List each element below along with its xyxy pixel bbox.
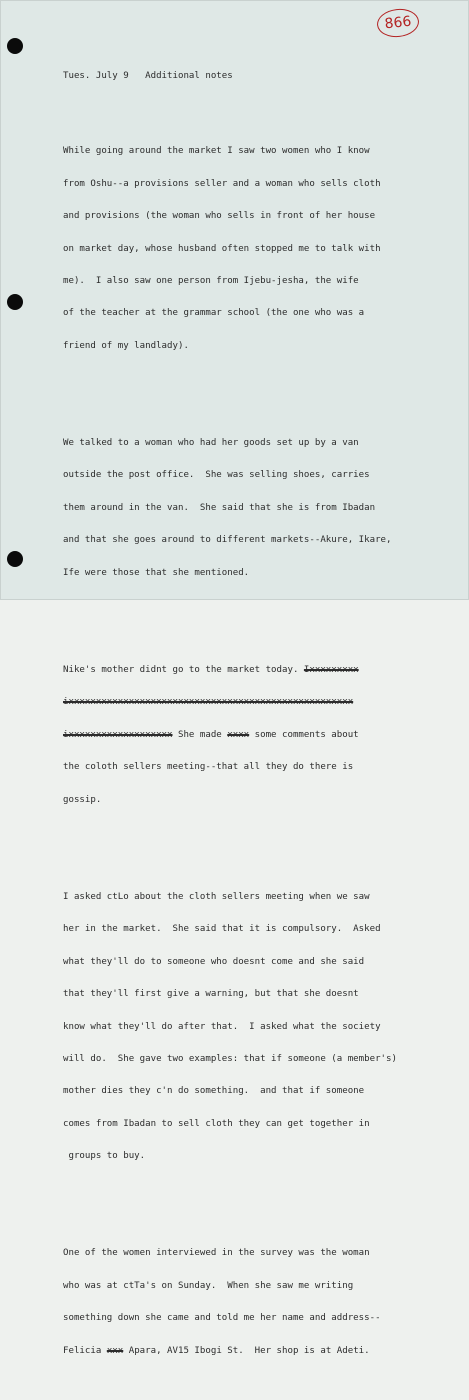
typed-notes: [63, 49, 457, 1400]
text-line: that they'll first give a warning, but that she doesnt: [63, 989, 359, 1000]
punch-hole-top: [7, 38, 23, 54]
struck-out-text: xxx: [106, 1345, 124, 1356]
text-line: and provisions (the woman who sells in front of her house: [63, 211, 376, 222]
text-line: gossip.: [63, 794, 102, 805]
punch-hole-bottom: [7, 551, 23, 567]
text-line: comes from Ibadan to sell cloth they can get together in: [63, 1118, 370, 1129]
text-line: them around in the van. She said that she is from Ibadan: [63, 502, 376, 513]
text-line: who was at ctTa's on Sunday. When she saw me writing: [63, 1280, 354, 1291]
paragraph-cloth-sellers-meeting: [63, 870, 457, 1183]
text-line: mother dies they c'n do something. and that if someone: [63, 1086, 365, 1097]
text-line: something down she came and told me her name and address--: [63, 1313, 381, 1324]
paragraph-shoe-seller: [63, 417, 457, 601]
paragraph-survey-woman: [63, 1227, 457, 1378]
text-line: her in the market. She said that it is compulsory. Asked: [63, 924, 381, 935]
text-segment: Nike's mother didnt go to the market today.: [63, 665, 299, 676]
notes-header: Tues. July 9 Additional notes: [63, 70, 233, 81]
text-line: me). I also saw one person from Ijebu-jesha, the wife: [63, 275, 359, 286]
text-line: [63, 730, 457, 741]
struck-out-text: xxxx: [227, 729, 250, 740]
text-line: groups to buy.: [63, 1151, 146, 1162]
struck-out-text: Ixxxxxxxxx: [303, 665, 359, 676]
text-line: know what they'll do after that. I asked what the society: [63, 1021, 381, 1032]
paragraph-market-women: [63, 125, 457, 373]
text-line: of the teacher at the grammar school (the one who was a: [63, 308, 365, 319]
text-line: will do. She gave two examples: that if someone (a member's): [63, 1053, 397, 1064]
text-line: Ife were those that she mentioned.: [63, 567, 250, 578]
text-line: friend of my landlady).: [63, 340, 189, 351]
text-line: and that she goes around to different markets--Akure, Ikare,: [63, 535, 392, 546]
text-line: One of the women interviewed in the survey was the woman: [63, 1248, 370, 1259]
text-segment: She made: [172, 729, 228, 740]
text-line: [63, 1346, 457, 1357]
text-line: [63, 665, 457, 676]
text-line: from Oshu--a provisions seller and a woman who sells cloth: [63, 178, 381, 189]
text-line: the coloth sellers meeting--that all they do there is: [63, 762, 354, 773]
page-number-stamp: 866: [376, 7, 421, 39]
text-segment: Felicia: [63, 1345, 107, 1356]
text-line: We talked to a woman who had her goods set up by a van: [63, 438, 359, 449]
text-segment: some comments about: [249, 729, 359, 740]
text-line: outside the post office. She was selling shoes, carries: [63, 470, 370, 481]
punch-hole-middle: [7, 294, 23, 310]
text-line: on market day, whose husband often stopped me to talk with: [63, 243, 381, 254]
text-line: I asked ctLo about the cloth sellers meeting when we saw: [63, 891, 370, 902]
text-line: [63, 697, 457, 708]
text-line: While going around the market I saw two women who I know: [63, 146, 370, 157]
paragraph-nike-mother: [63, 643, 457, 827]
struck-out-text: ixxxxxxxxxxxxxxxxxxxxxxxxxxxxxxxxxxxxxxxxxxxxxxxxxxxx: [63, 697, 354, 708]
text-line: what they'll do to someone who doesnt come and she said: [63, 956, 365, 967]
text-segment: Apara, AV15 Ibogi St. Her shop is at Adeti.: [123, 1345, 370, 1356]
struck-out-text: ixxxxxxxxxxxxxxxxxxx: [63, 729, 173, 740]
